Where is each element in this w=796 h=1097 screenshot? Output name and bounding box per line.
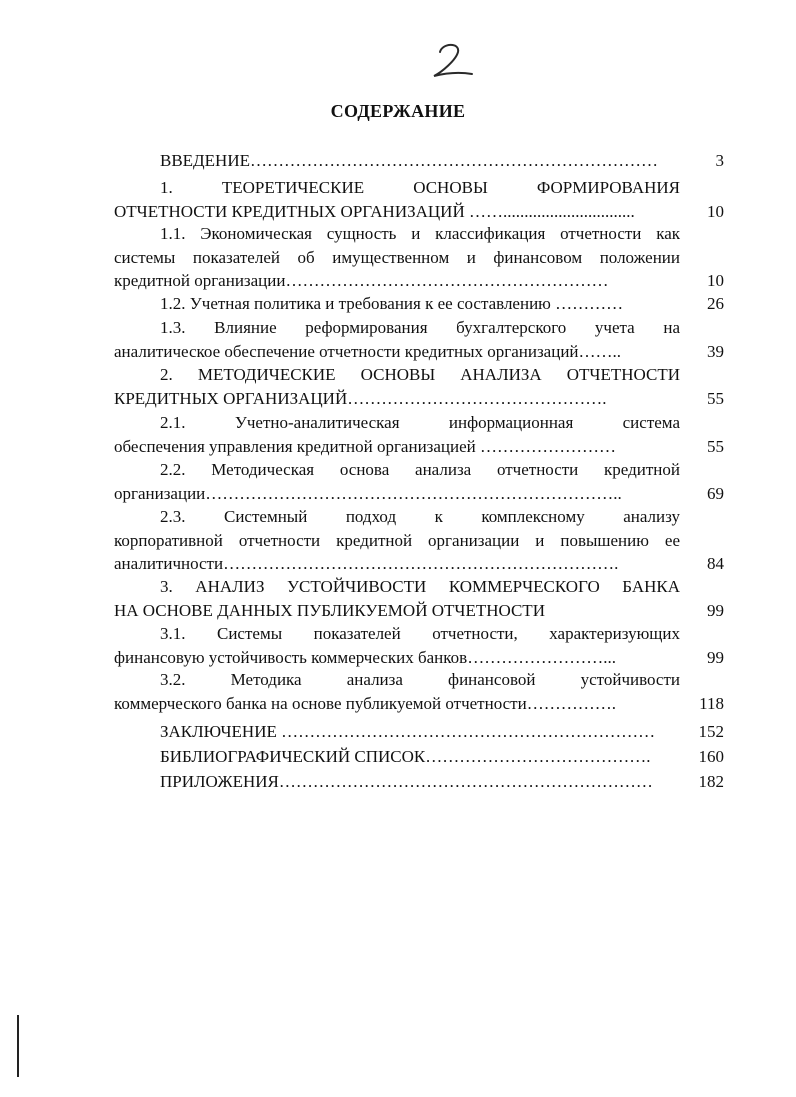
toc-entry-line: коммерческого банка на основе публикуемой отчетности……………. [114, 693, 616, 713]
toc-entry-title [114, 668, 680, 715]
toc-entry[interactable] [114, 745, 724, 769]
toc-entry-line: 2.1. Учетно-аналитическая информационная система [160, 413, 680, 432]
toc-entry-line: ВВЕДЕНИЕ……………………………………………………………… [160, 151, 658, 170]
toc-entry[interactable] [114, 458, 724, 505]
toc-entry-line: БИБЛИОГРАФИЧЕСКИЙ СПИСОК…………………………………. [160, 747, 651, 766]
handwritten-page-number [420, 38, 480, 82]
toc-entry-title [114, 505, 680, 576]
toc-entry-line: финансовую устойчивость коммерческих банков……………………... [114, 647, 616, 667]
toc-entry-page-number: 55 [707, 388, 724, 408]
toc-entry-line: корпоративной отчетности кредитной организации и повышению ее [114, 530, 680, 550]
toc-entry-line: 3.1. Системы показателей отчетности, характеризующих [160, 624, 680, 643]
toc-entry-page-number: 26 [707, 294, 724, 313]
toc-entry-page-number: 160 [698, 747, 724, 766]
toc-entry-title [114, 222, 680, 293]
toc-entry-title [114, 176, 680, 223]
toc-entry-page-number: 39 [707, 341, 724, 361]
toc-entry[interactable] [114, 149, 724, 173]
toc-entry-title [114, 458, 680, 505]
toc-entry[interactable] [114, 505, 724, 576]
toc-entry-line: 3.2. Методика анализа финансовой устойчивости [160, 670, 680, 689]
toc-entry-line: 2.3. Системный подход к комплексному анализу [160, 507, 680, 526]
toc-entry-page-number: 3 [715, 151, 724, 170]
toc-entry-line: 2.2. Методическая основа анализа отчетности кредитной [160, 460, 680, 479]
toc-entry-line: ОТЧЕТНОСТИ КРЕДИТНЫХ ОРГАНИЗАЦИЙ ……............................... [114, 201, 635, 221]
toc-entry-line: обеспечения управления кредитной организацией …………………… [114, 436, 617, 456]
toc-entry-title [114, 411, 680, 458]
toc-entry-title [114, 292, 680, 316]
toc-entry-line: системы показателей об имущественном и финансовом положении [114, 247, 680, 267]
margin-mark [17, 1015, 19, 1077]
toc-entry-title [114, 149, 680, 173]
toc-entry-line: 1.3. Влияние реформирования бухгалтерского учета на [160, 318, 680, 337]
toc-entry[interactable] [114, 222, 724, 293]
toc-entry-line: 1. ТЕОРЕТИЧЕСКИЕ ОСНОВЫ ФОРМИРОВАНИЯ [160, 178, 680, 197]
toc-entry[interactable] [114, 363, 724, 410]
toc-entry[interactable] [114, 575, 724, 622]
toc-entry-page-number: 55 [707, 436, 724, 456]
toc-entry-line: НА ОСНОВЕ ДАННЫХ ПУБЛИКУЕМОЙ ОТЧЕТНОСТИ [114, 600, 545, 620]
toc-entry-line: кредитной организации………………………………………………… [114, 271, 609, 290]
toc-entry-title [114, 770, 680, 794]
toc-entry-line: 1.1. Экономическая сущность и классификация отчетности как [160, 224, 680, 243]
toc-entry-line: ЗАКЛЮЧЕНИЕ ………………………………………………………… [160, 722, 656, 741]
page-title: СОДЕРЖАНИЕ [330, 101, 466, 121]
toc-entry-page-number: 99 [707, 600, 724, 620]
toc-entry-title [114, 745, 680, 769]
toc-entry-page-number: 99 [707, 647, 724, 667]
toc-entry-title [114, 316, 680, 363]
toc-entry-page-number: 118 [699, 693, 724, 713]
toc-entry-page-number: 69 [707, 483, 724, 503]
toc-entry-page-number: 84 [707, 554, 724, 573]
toc-entry[interactable] [114, 720, 724, 744]
toc-entry-title [114, 363, 680, 410]
toc-entry-title [114, 720, 680, 744]
toc-entry[interactable] [114, 292, 724, 316]
toc-entry-line: ПРИЛОЖЕНИЯ………………………………………………………… [160, 772, 653, 791]
toc-entry[interactable] [114, 668, 724, 715]
toc-entry-page-number: 10 [707, 271, 724, 290]
toc-entry-line: 3. АНАЛИЗ УСТОЙЧИВОСТИ КОММЕРЧЕСКОГО БАНКА [160, 577, 680, 596]
toc-entry-line: организации……………………………………………………………….. [114, 483, 622, 503]
toc-entry[interactable] [114, 316, 724, 363]
toc-entry[interactable] [114, 770, 724, 794]
toc-entry-page-number: 152 [698, 722, 724, 741]
toc-entry-page-number: 182 [698, 772, 724, 791]
toc-entry-page-number: 10 [707, 201, 724, 221]
toc-entry-title [114, 622, 680, 669]
toc-entry-line: аналитическое обеспечение отчетности кредитных организаций…….. [114, 341, 622, 361]
toc-entry[interactable] [114, 176, 724, 223]
toc-entry-title [114, 575, 680, 622]
toc-entry-line: 1.2. Учетная политика и требования к ее составлению ………… [160, 294, 624, 313]
toc-entry-line: аналитичности……………………………………………………………. [114, 554, 619, 573]
toc-entry-line: 2. МЕТОДИЧЕСКИЕ ОСНОВЫ АНАЛИЗА ОТЧЕТНОСТИ [160, 365, 680, 384]
toc-entry-line: КРЕДИТНЫХ ОРГАНИЗАЦИЙ………………………………………. [114, 388, 607, 408]
toc-entry[interactable] [114, 411, 724, 458]
toc-entry[interactable] [114, 622, 724, 669]
